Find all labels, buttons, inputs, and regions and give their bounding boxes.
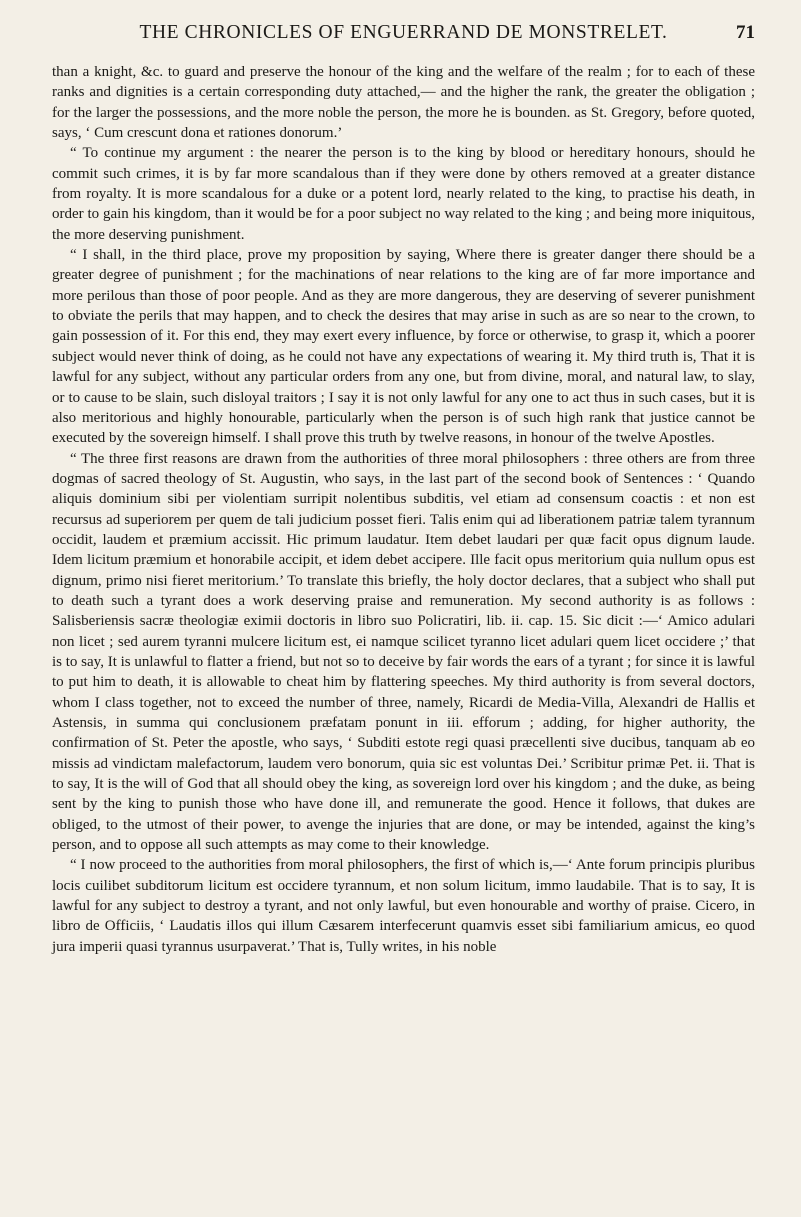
paragraph-moral-philosophers: “ I now proceed to the authorities from moral philosophers, the first of which is,—‘ Ante forum principis pluribus locis cuilibet subditorum licitum est occidere tyrannum, et non solum licitum, immo laudabile. That is to say, It is lawful for any subject to destroy a tyrant, and not only lawful, but even honourable and worthy of praise. Cicero, in libro de Officiis, ‘ Laudatis illos qui illum Cæsarem interfecerunt quamvis esset sibi familiarium amicus, eo quod jura imperii quasi tyrannus usurpaverat.’ That is, Tully writes, in his noble bbox=[52, 857, 755, 955]
page-number: 71 bbox=[736, 22, 755, 43]
body-text bbox=[52, 62, 755, 957]
paragraph-argument: “ To continue my argument : the nearer the person is to the king by blood or hereditary honours, should he commit such crimes, it is by far more scandalous than if they were done by others removed at a greater distance from royalty. It is more scandalous for a duke or a potent lord, nearly related to the king, to practise his death, in order to gain his kingdom, than it would be for a poor subject no way related to the king ; and being more iniquitous, the more deserving punishment. bbox=[52, 145, 755, 243]
paragraph-continued: than a knight, &c. to guard and preserve the honour of the king and the welfare of the realm ; for to each of these ranks and dignities is a certain corresponding duty attached,— and the higher the rank, the greater the obligation ; for the larger the possessions, and the more noble the person, the more he is bounden. as St. Gregory, before quoted, says, ‘ Cum crescunt dona et rationes donorum.’ bbox=[52, 64, 755, 142]
paragraph-third-place: “ I shall, in the third place, prove my proposition by saying, Where there is greater danger there should be a greater degree of punishment ; for the machinations of near relations to the king are of far more importance and more perilous than those of poor people. And as they are more dangerous, they are deserving of severer punishment to obviate the perils that may happen, and to check the desires that may arise in such as are so near to the crown, to gain possession of it. For this end, they may exert every influence, by force or otherwise, to grasp it, which a poorer subject would never think of doing, as he could not have any expectations of wearing it. My third truth is, That it is lawful for any subject, without any particular orders from any one, but from divine, moral, and natural law, to slay, or to cause to be slain, such disloyal traitors ; I say it is not only lawful for any one to act thus in such cases, but it is also meritorious and highly honourable, particularly when the person is of such high rank that justice cannot be executed by the sovereign himself. I shall prove this truth by twelve reasons, in honour of the twelve Apostles. bbox=[52, 247, 755, 447]
running-head bbox=[52, 18, 755, 48]
running-head-title: THE CHRONICLES OF ENGUERRAND DE MONSTRELET. bbox=[139, 22, 668, 43]
paragraph-three-reasons: “ The three first reasons are drawn from the authorities of three moral philosophers : three others are from three dogmas of sacred theology of St. Augustin, who says, in the last part of the second book of Sentences : ‘ Quando aliquis dominium sibi per violentiam surripit nolentibus subditis, vel etiam ad consensum coactis : et non est recursus ad superiorem per quem de tali judicium posset fieri. Talis enim qui ad liberationem patriæ talem tyrannum occidit, laudem et præmium accissit. Hic primum laudatur. Item debet laudari per quæ facit opus dignum laude. Idem licitum præmium et honorabile accipit, et idem debet accipere. Ille facit opus meritorium quia nullum opus est dignum, primo nisi fieret meritorium.’ To translate this briefly, the holy doctor declares, that a subject who shall put to death such a tyrant does a work deserving praise and remuneration. My second authority is as follows : Salisberiensis sacræ theologiæ eximii doctoris in libro suo Policratiri, lib. ii. cap. 15. Sic dicit :—‘ Amico adulari non licet ; sed aurem tyranni mulcere licitum est, ei namque scilicet tyranno licet adulari quem licet occidere ;’ that is to say, It is unlawful to flatter a friend, but not so to deceive by fair words the ears of a tyrant ; for since it is lawful to put him to death, it is allowable to cheat him by flattering speeches. My third authority is from several doctors, whom I class together, not to exceed the number of three, namely, Ricardi de Media-Villa, Alexandri de Hallis et Astensis, in summa qui conclusionem præfatam ponunt in iii. efforum ; adding, for higher authority, the confirmation of St. Peter the apostle, who says, ‘ Subditi estote regi quasi præcellenti sive ducibus, tanquam ab eo missis ad vindictam malefactorum, laudem vero bonorum, quia sic est voluntas Dei.’ Scribitur primæ Pet. ii. That is to say, It is the will of God that all should obey the king, as sovereign lord over his kingdom ; and the duke, as being sent by the king to punish those who have done ill, and remunerate the good. Hence it follows, that dukes are obliged, to the utmost of their power, to avenge the injuries that are done, or may be intended, against the king’s person, and to oppose all such attempts as may come to their knowledge. bbox=[52, 450, 756, 854]
